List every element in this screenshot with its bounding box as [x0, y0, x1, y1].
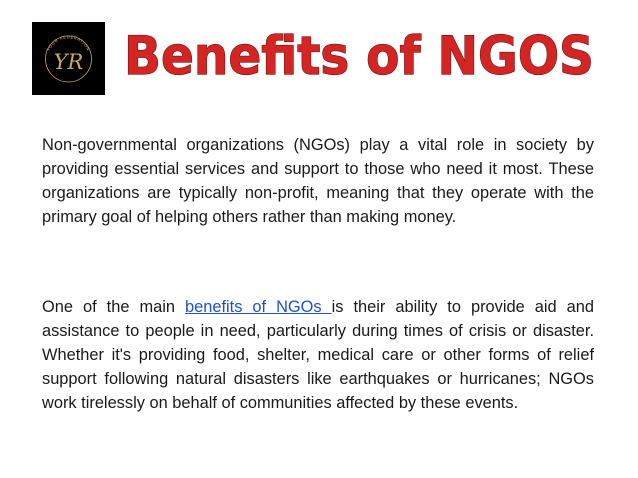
paragraph-text-lead: One of the main: [42, 298, 185, 316]
logo-emblem-icon: [32, 22, 105, 95]
intro-paragraph: Non-governmental organizations (NGOs) play a vital role in society by providing essential services and support to those who need it most. These organizations are typically non-profit, meaning that they operate with the primary goal of helping others rather than making money.: [42, 136, 594, 226]
logo-brand-text: YOUR FEDERATION: [45, 34, 92, 52]
page-title: [124, 18, 604, 88]
brand-logo: [32, 22, 105, 95]
benefits-paragraph: [42, 295, 594, 415]
benefits-of-ngos-link[interactable]: benefits of NGOs: [185, 298, 332, 316]
paragraph-text-rest: is their ability to provide aid and assistance to people in need, particularly during times of crisis or disaster. Whether it's providing food, shelter, medical care or other forms of relief support following natural disasters like earthquakes or hurricanes; NGOs work tirelessly on behalf of communities affected by these events.: [42, 298, 594, 412]
logo-monogram: YR: [53, 50, 84, 74]
page-title-text: Benefits of NGOS: [124, 26, 594, 87]
